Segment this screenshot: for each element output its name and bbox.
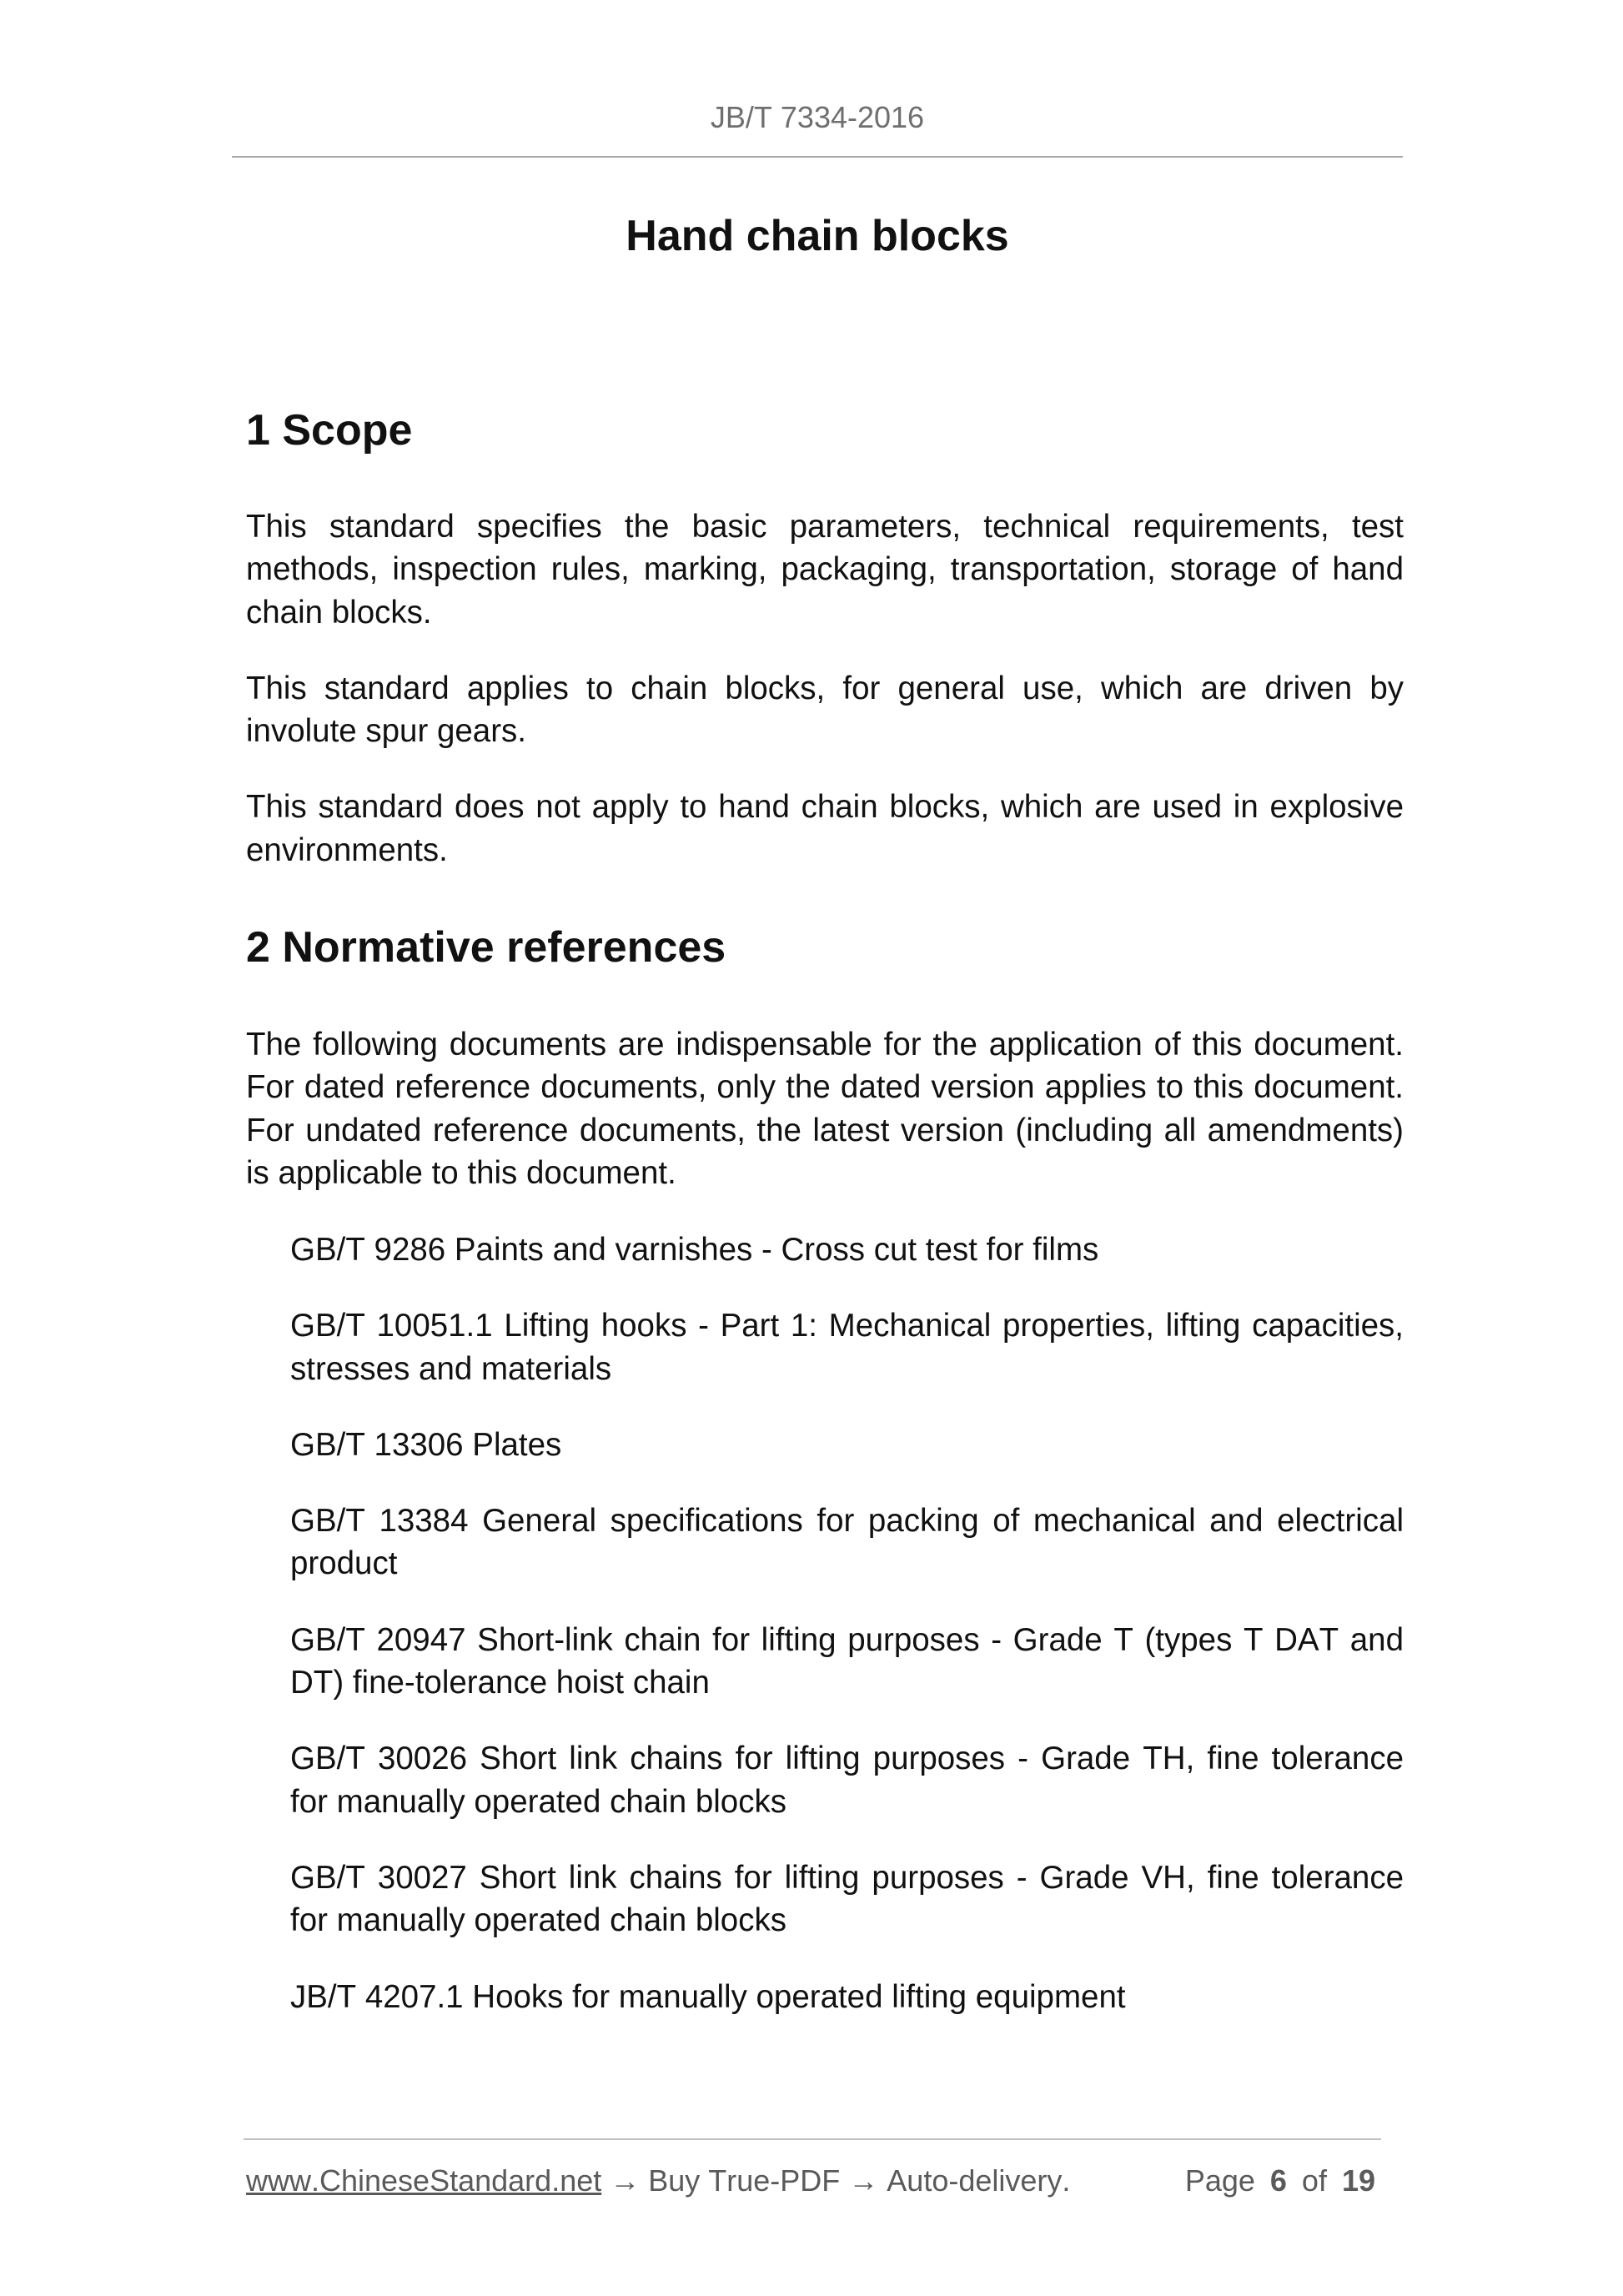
page-counter — [1185, 2163, 1375, 2199]
footer-promo — [246, 2163, 1070, 2199]
page-of-label: of — [1301, 2163, 1327, 2198]
document-title: Hand chain blocks — [626, 212, 1009, 260]
normative-intro-paragraph: The following documents are indispensable for the application of this document. For dated reference documents, only the dated version applies to this document. For undated reference documents, the latest version (including all amendments) is applicable to this document. — [246, 1027, 1404, 1191]
footer-site-link[interactable]: www.ChineseStandard.net — [246, 2163, 602, 2198]
standard-code: JB/T 7334-2016 — [710, 100, 925, 134]
current-page-number: 6 — [1269, 2163, 1287, 2198]
reference-item: GB/T 13384 General specifications for packing of mechanical and electrical product — [290, 1503, 1404, 1582]
reference-item: JB/T 4207.1 Hooks for manually operated lifting equipment — [290, 1978, 1126, 2015]
reference-list — [290, 1228, 1404, 2052]
scope-heading: 1 Scope — [246, 406, 413, 455]
scope-body — [246, 505, 1404, 905]
reference-item: GB/T 9286 Paints and varnishes - Cross cut test for films — [290, 1232, 1099, 1268]
total-pages-number: 19 — [1341, 2163, 1375, 2198]
scope-paragraph: This standard applies to chain blocks, for general use, which are driven by involute spur gears. — [246, 670, 1404, 750]
page-header — [232, 99, 1403, 136]
page-label: Page — [1184, 2163, 1255, 2198]
reference-item: GB/T 30026 Short link chains for lifting purposes - Grade TH, fine tolerance for manually operated chain blocks — [290, 1741, 1404, 1820]
scope-paragraph: This standard does not apply to hand chain blocks, which are used in explosive environments. — [246, 789, 1404, 868]
reference-item: GB/T 10051.1 Lifting hooks - Part 1: Mechanical properties, lifting capacities, stresses and materials — [290, 1308, 1404, 1387]
footer-rule — [244, 2138, 1381, 2140]
reference-item: GB/T 30027 Short link chains for lifting purposes - Grade VH, fine tolerance for manually operated chain blocks — [290, 1859, 1404, 1939]
reference-item: GB/T 13306 Plates — [290, 1426, 562, 1463]
normative-references-heading: 2 Normative references — [246, 923, 726, 972]
footer-tagline: → Buy True-PDF → Auto-delivery. — [610, 2163, 1071, 2198]
normative-references-body — [246, 1023, 1404, 1228]
reference-item: GB/T 20947 Short-link chain for lifting purposes - Grade T (types T DAT and DT) fine-tolerance hoist chain — [290, 1621, 1404, 1701]
header-rule — [232, 156, 1403, 158]
scope-paragraph: This standard specifies the basic parameters, technical requirements, test methods, inspection rules, marking, packaging, transportation, storage of hand chain blocks. — [246, 509, 1404, 631]
